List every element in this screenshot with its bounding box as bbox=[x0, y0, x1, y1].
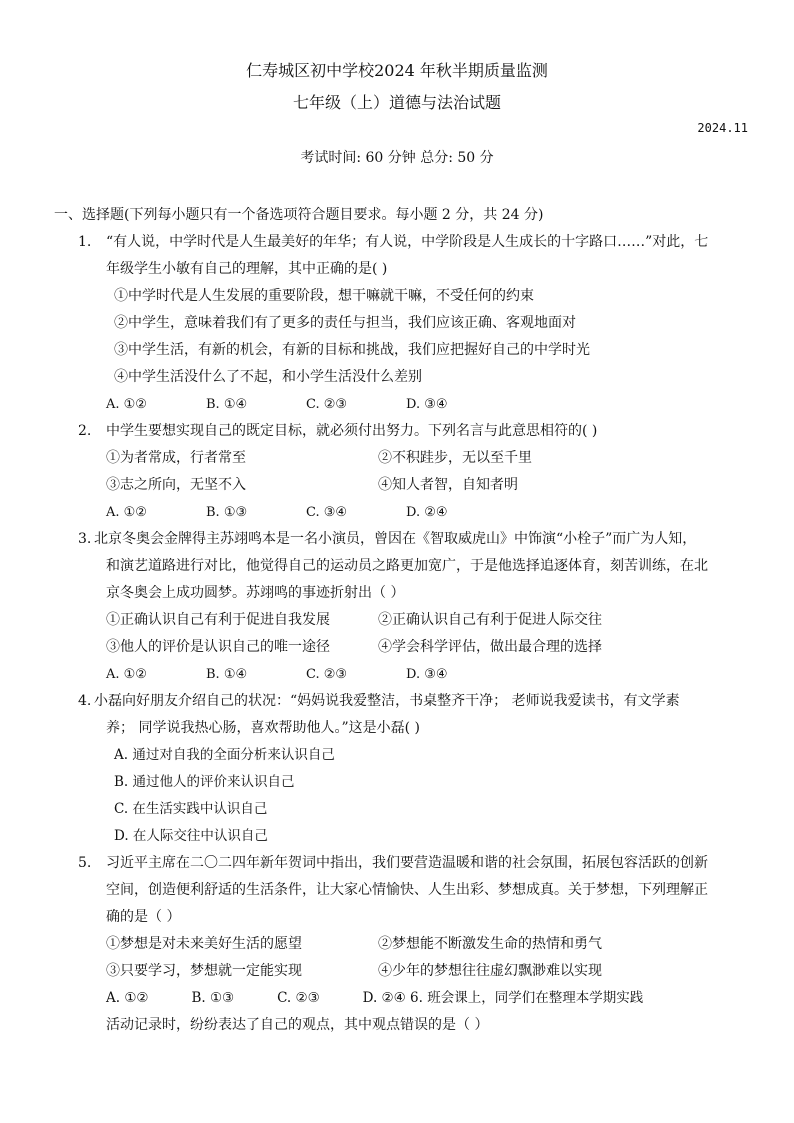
choice-d: D. ③④ bbox=[406, 397, 448, 412]
q1-item: ③中学生活，有新的机会，有新的目标和挑战，我们应把握好自己的中学时光 bbox=[114, 342, 590, 358]
q2-item: ①为者常成，行者常至 bbox=[106, 450, 246, 466]
q2-item: ②不积跬步，无以至千里 bbox=[378, 450, 532, 466]
q5-choices-and-q6-start: A. ①② B. ①③ C. ②③ D. ②④ 6. 班会课上，同学们在整理本学期实践 bbox=[106, 990, 644, 1006]
q3-item: ①正确认识自己有利于促进自我发展 bbox=[106, 612, 330, 628]
choice-b: B. ①④ bbox=[206, 667, 248, 682]
q4-option-a: A. 通过对自我的全面分析来认识自己 bbox=[114, 747, 335, 763]
question-3-line-3: 京冬奥会上成功圆梦。苏翊鸣的事迹折射出（ ） bbox=[106, 585, 405, 601]
q5-item: ④少年的梦想往往虚幻飘渺难以实现 bbox=[378, 963, 602, 979]
question-number: 2. bbox=[78, 423, 92, 439]
q2-item: ③志之所向，无坚不入 bbox=[106, 477, 246, 493]
choice-d: D. ③④ bbox=[406, 667, 448, 682]
q2-choices bbox=[78, 499, 746, 526]
choice-c: C. ②③ bbox=[306, 397, 348, 412]
choice-d: D. ②④ bbox=[406, 505, 448, 520]
q1-item: ②中学生，意味着我们有了更多的责任与担当，我们应该正确、客观地面对 bbox=[114, 315, 576, 331]
question-1-line-1: 1. “有人说，中学时代是人生最美好的年华；有人说，中学阶段是人生成长的十字路口……”对此，七 bbox=[78, 229, 746, 256]
q4-option-d: D. 在人际交往中认识自己 bbox=[114, 828, 268, 844]
q1-choices bbox=[78, 391, 746, 418]
q5-items-row-1 bbox=[78, 931, 746, 958]
q3-items-row-2 bbox=[78, 634, 746, 661]
question-1-line-2: 年级学生小敏有自己的理解，其中正确的是( ) bbox=[106, 261, 388, 277]
question-5-line-3: 确的是（ ） bbox=[106, 909, 181, 925]
q3-items-row-1 bbox=[78, 607, 746, 634]
question-number: 4. bbox=[78, 693, 92, 709]
q4-option-b: B. 通过他人的评价来认识自己 bbox=[114, 774, 295, 790]
q2-items-row-1 bbox=[78, 445, 746, 472]
question-3-line-1: 3. 北京冬奥会金牌得主苏翊鸣本是一名小演员，曾因在《智取威虎山》中饰演“小栓子”而广为人知， bbox=[78, 526, 746, 553]
exam-title: 仁寿城区初中学校2024 年秋半期质量监测 bbox=[246, 61, 548, 80]
question-4-line-2: 养； 同学说我热心肠，喜欢帮助他人。”这是小磊( ) bbox=[106, 720, 420, 736]
q5-item: ③只要学习，梦想就一定能实现 bbox=[106, 963, 302, 979]
choice-c: C. ③④ bbox=[306, 505, 348, 520]
choice-c: C. ②③ bbox=[306, 667, 348, 682]
q5-items-row-2 bbox=[78, 958, 746, 985]
exam-date: 2024.11 bbox=[697, 121, 748, 135]
choice-b: B. ①④ bbox=[206, 397, 248, 412]
q2-item: ④知人者智，自知者明 bbox=[378, 477, 518, 493]
choice-a: A. ①② bbox=[106, 505, 147, 520]
question-5-line-2: 空间，创造便利舒适的生活条件，让大家心情愉快、人生出彩、梦想成真。关于梦想，下列理解正 bbox=[106, 882, 708, 898]
question-number: 5. bbox=[78, 855, 92, 871]
q5-item: ②梦想能不断激发生命的热情和勇气 bbox=[378, 936, 602, 952]
q1-item: ④中学生活没什么了不起，和小学生活没什么差别 bbox=[114, 369, 422, 385]
q4-option-c: C. 在生活实践中认识自己 bbox=[114, 801, 268, 817]
question-number: 3. bbox=[78, 531, 92, 547]
section-heading: 一、选择题(下列每小题只有一个备选项符合题目要求。每小题 2 分，共 24 分) bbox=[54, 207, 544, 223]
question-number: 1. bbox=[78, 234, 92, 250]
exam-subtitle: 七年级（上）道德与法治试题 bbox=[292, 93, 501, 112]
q3-item: ④学会科学评估，做出最合理的选择 bbox=[378, 639, 602, 655]
choice-b: B. ①③ bbox=[206, 505, 248, 520]
question-2-line-1: 2. 中学生要想实现自己的既定目标，就必须付出努力。下列名言与此意思相符的( ) bbox=[78, 418, 746, 445]
q5-item: ①梦想是对未来美好生活的愿望 bbox=[106, 936, 302, 952]
exam-content bbox=[54, 202, 746, 1039]
q2-items-row-2 bbox=[78, 472, 746, 499]
choice-a: A. ①② bbox=[106, 667, 147, 682]
q3-choices bbox=[78, 661, 746, 688]
q3-item: ②正确认识自己有利于促进人际交往 bbox=[378, 612, 602, 628]
question-6-line-2: 活动记录时，纷纷表达了自己的观点，其中观点错误的是（ ） bbox=[106, 1017, 489, 1033]
q3-item: ③他人的评价是认识自己的唯一途径 bbox=[106, 639, 330, 655]
question-4-line-1: 4. 小磊向好朋友介绍自己的状况：“妈妈说我爱整洁，书桌整齐干净； 老师说我爱读书，有文学素 bbox=[78, 688, 746, 715]
exam-info: 考试时间: 60 分钟 总分: 50 分 bbox=[300, 150, 494, 166]
question-5-line-1: 5. 习近平主席在二〇二四年新年贺词中指出，我们要营造温暖和谐的社会氛围，拓展包容活跃的创新 bbox=[78, 850, 746, 877]
q1-item: ①中学时代是人生发展的重要阶段，想干嘛就干嘛，不受任何的约束 bbox=[114, 288, 534, 304]
question-3-line-2: 和演艺道路进行对比，他觉得自己的运动员之路更加宽广，于是他选择追逐体育，刻苦训练，在北 bbox=[106, 558, 708, 574]
choice-a: A. ①② bbox=[106, 397, 147, 412]
